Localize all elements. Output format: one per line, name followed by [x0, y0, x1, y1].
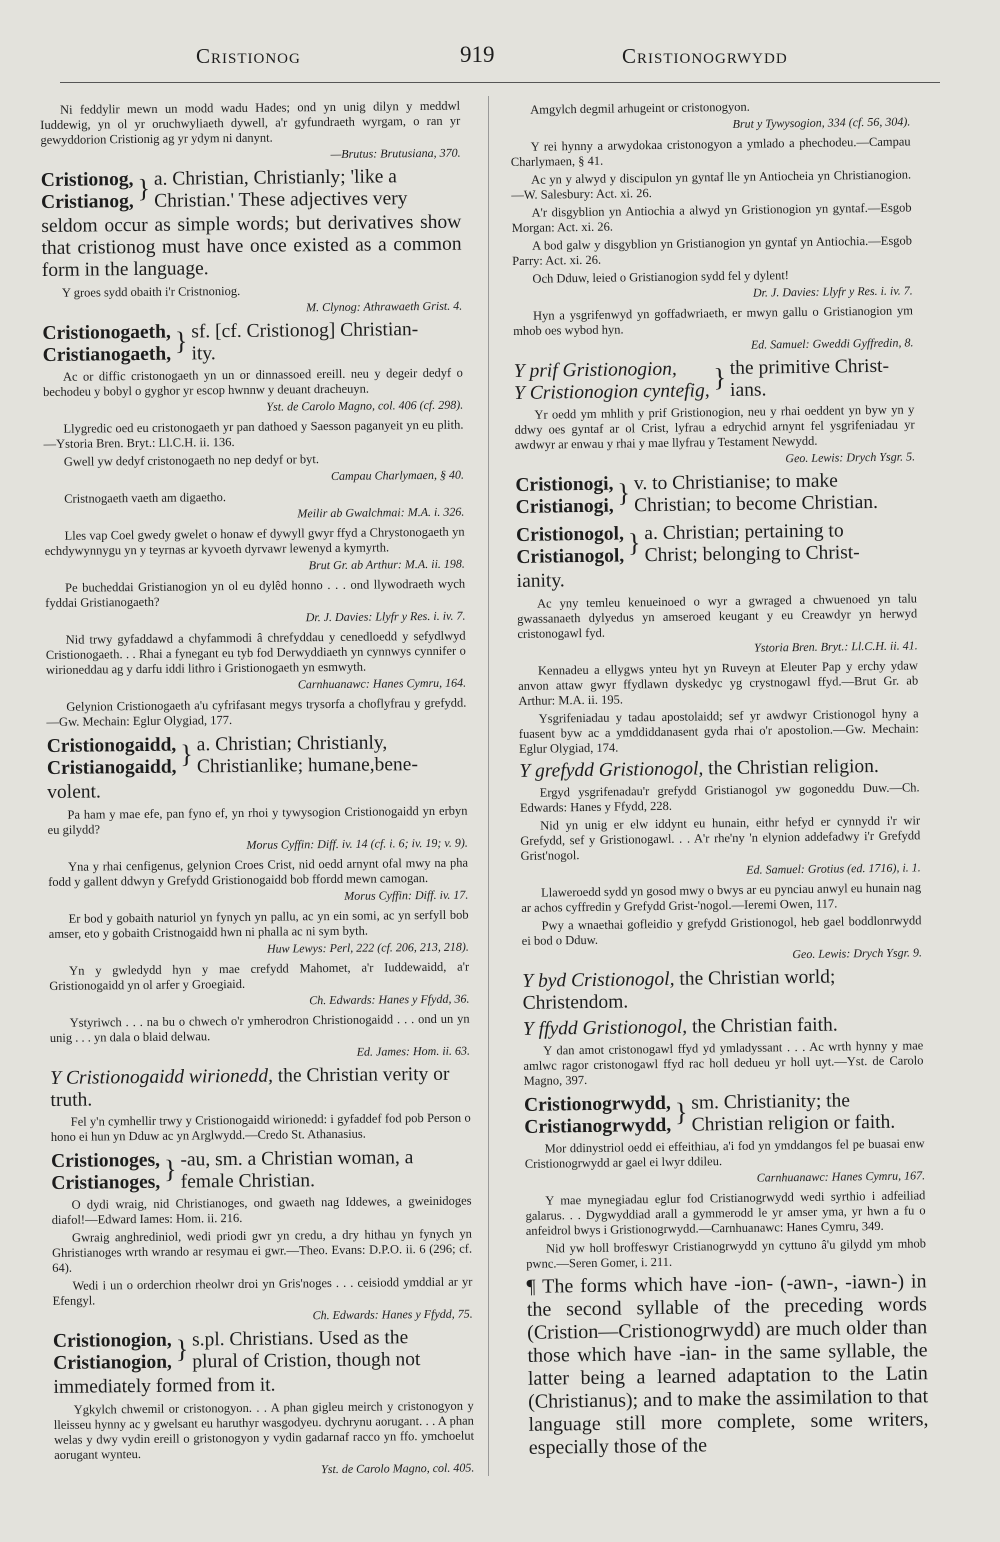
citation-quote: Yn y gwledydd hyn y mae crefydd Mahomet, a'r Iuddewaidd, a'r Gristionogaidd yn ol arfer y Groegiaid. [49, 959, 470, 993]
header-right-guide-word: Cristionogrwydd [622, 44, 788, 68]
citation-source: Ed. James: Hom. ii. 63. [356, 1043, 471, 1059]
citation-source: M. Clynog: Athrawaeth Grist. 4. [305, 298, 463, 315]
citation-quote: Gwell yw dedyf cristonogaeth no nep dedyf or byt. [63, 452, 320, 469]
citation-source: Campau Charlymaen, § 40. [330, 467, 465, 483]
headword-definition: sm. Christianity; the Christian religion or faith. [691, 1090, 896, 1136]
headword-brace: } [163, 1154, 177, 1184]
headword: Cristionogrwydd, Cristianogrwydd, [523, 1092, 672, 1138]
headword-entry [515, 469, 916, 519]
headword-brace: } [674, 1097, 688, 1127]
citation-quote: Nid yn unig er elw iddynt eu hunain, eithr hefyd er cynnydd i'r wir Grefydd, sef y Gristionogawl. . . A'r rhe'ny 'n elynion addefadwy i'r Grefydd Grist'nogol. [520, 813, 921, 863]
citation-quote: Ygkylch chwemil or cristonogyon. . . A phan gigleu meirch y cristonogyon y lleisseu hynny ac y gwelsant eu haruthyr wasgodyeu. dychrynu aorugant. . . A phan welas y dwy vydin ereill o gristonogyon y vydin gadarnaf racco yn ffo. ymchoelut aorugant wynteu. [53, 1398, 475, 1462]
citation-quote: Kennadeu a ellygws ynteu hyt yn Ruveyn at Eleuter Pap y erchy ydaw anvon attaw gwyr ffydlawn dyskedyc yg crystnogawl ffyd.—Brut Gr. ab Arthur: M.A. ii. 195. [518, 658, 919, 708]
citation-source: Brut y Tywysogion, 334 (cf. 56, 304). [732, 114, 911, 131]
citation-quote: Nid trwy gyfaddawd a chyfammodi â chrefyddau y cenedloedd y sefydlwyd Cristionogaeth. . . Rhai a fynegant eu tyb fod Derwyddiaeth yn cynnwys cynnifer o wirioneddau ag y darfu iddi lithro i Gristionogaeth yn esmwyth. [45, 628, 466, 677]
citation-source: Meilir ab Gwalchmai: M.A. i. 326. [297, 504, 465, 521]
column-divider [488, 96, 489, 1476]
citation-source: Carnhuanawc: Hanes Cymru, 164. [297, 675, 467, 692]
sub-entry [519, 755, 919, 783]
citation-quote: Gwraig anghrediniol, wedi priodi gwr yn credu, a dry hithau yn fynych yn Ghristianoges wrth wrando ar resymau ei gwr.—Theo. Evans: D.P.O. ii. 6 (296; cf. 64). [52, 1226, 473, 1275]
definition-text: volent. [47, 781, 101, 803]
citation-quote: Amgylch degmil arhugeint or cristonogyon. [530, 99, 750, 117]
citation-quote: Mor ddinystriol oedd ei effeithiau, a'i fod yn ymddangos fel pe buasai enw Cristionogrwydd ar gael ei lwyr ddileu. [524, 1136, 925, 1171]
citation-quote: Lles vap Coel gwedy gwelet o honaw ef dywyll gwyr ffyd a Chrystonogaeth yn echdywynnygu yn y teyrnas ar kyvoeth dyrvawr lewenyd a kymyrth. [44, 524, 465, 558]
headword-definition: a. Christian; Christianly, Christianlike; humane,bene- [196, 732, 418, 778]
sub-entry-term: Y byd Cristionogol, [522, 968, 675, 992]
citation-source: Brut Gr. ab Arthur: M.A. ii. 198. [308, 556, 465, 573]
headword-entry [516, 519, 917, 569]
citation-quote: Y groes sydd obaith i'r Cristnoniog. [61, 283, 241, 300]
sub-entry [522, 965, 923, 1015]
citation-quote: Yr oedd ym mhlith y prif Gristionogion, neu y rhai oeddent yn byw yn y ddwy oes gyntaf ar ol Crist, lyfrau a edrychid arnynt fel ysgrifeniadau yr awdwyr ar enwau y rhai y mae llyfrau y Testament Newydd. [514, 402, 915, 452]
citation-quote: Ystyriwch . . . na bu o chwech o'r ymherodron Christionogaidd . . . ond un yn unig . . . yn dala o blaid delwau. [49, 1011, 470, 1045]
sub-entry-gloss: the Christian verity or truth. [50, 1063, 450, 1111]
citation-source: Huw Lewys: Perl, 222 (cf. 206, 213, 218). [266, 939, 469, 956]
headword: Cristionog, Cristianog, [40, 169, 134, 213]
citation-quote: A'r disgyblion yn Antiochia a alwyd yn Gristionogion yn gyntaf.—Esgob Morgan: Act. xi. 26. [511, 200, 912, 235]
headword-brace: } [175, 1334, 189, 1364]
citation-quote: A bod galw y disgyblion yn Gristianogion yn gyntaf yn Antiochia.—Esgob Parry: Act. xi. 26. [512, 233, 913, 268]
headword: Cristionogaidd, Cristianogaidd, [46, 734, 177, 779]
headword-definition: s.pl. Christians. Used as the plural of Cristion, though not [192, 1327, 421, 1373]
left-column [40, 96, 474, 1485]
right-column [510, 94, 929, 1479]
citation-quote: Cristnogaeth vaeth am digaetho. [64, 490, 227, 506]
citation-source: Dr. J. Davies: Llyfr y Res. i. iv. 7. [752, 283, 913, 300]
headword-entry [42, 319, 462, 367]
citation-quote: Fel y'n cymhellir trwy y Cristionogaidd wirionedd: i gyfaddef fod pob Person o hono ei hun yn Dduw ac yn Arglwydd.—Credo St. Athanasius. [50, 1110, 471, 1144]
sub-entry-gloss: the Christian world; Christendom. [522, 966, 836, 1014]
headword-definition: sf. [cf. Cristionog] Christian- ity. [191, 319, 419, 365]
headword: Cristionoges, Cristianoges, [51, 1149, 161, 1194]
sub-entry-gloss: the Christian religion. [703, 755, 879, 780]
definition-text: seldom occur as simple words; but derivatives show that cristionog must have once existed as a common form in the language. [41, 211, 462, 281]
citation-source: Yst. de Carolo Magno, col. 405. [321, 1460, 475, 1477]
citation-quote: Y mae mynegiadau eglur fod Cristianogrwydd wedi syrthio i adfeiliad galarus. . . Dygwyddiad arall a gymmerodd le yr amser yma, yr hwn a fu o anfeidrol bwys i Gristionogrwydd.—Carnhuanawc: Hanes Cymru, 349. [525, 1188, 926, 1238]
headword: Cristionogol, Cristianogol, [515, 523, 625, 568]
sub-entry-term: Y grefydd Gristionogol, [519, 758, 704, 782]
citation-quote: Gelynion Cristionogaeth a'u cyfrifasant megys trysorfa a choflyfrau y grefydd.—Gw. Mechain: Eglur Olygiad, 177. [46, 695, 467, 729]
citation-quote: Yna y rhai cenfigenus, gelynion Croes Crist, nid oedd arnynt ofal mwy na pha fodd y gallent ddwyn y Grefydd Gristionogaidd bob ffordd mewn camogan. [48, 855, 469, 889]
citation-source: Ed. Samuel: Gweddi Gyffredin, 8. [750, 335, 914, 352]
headword-entry [53, 1327, 473, 1375]
headword-definition: a. Christian; pertaining to Christ; belonging to Christ- [644, 520, 860, 567]
headword-entry [514, 355, 915, 405]
citation-source: Ystoria Bren. Bryt.: Ll.C.H. ii. 41. [753, 638, 918, 655]
sub-entry-gloss: the Christian faith. [686, 1014, 838, 1038]
headword-entry [41, 166, 461, 214]
citation-source: Ed. Samuel: Grotius (ed. 1716), i. 1. [746, 860, 921, 877]
headword: Cristionogaeth, Cristianogaeth, [42, 321, 172, 366]
headword-definition: v. to Christianise; to make Christian; to become Christian. [633, 470, 879, 517]
citation-quote: Pe bucheddai Gristianogion yn ol eu dylêd honno . . . ond llywodraeth wych fyddai Gristianogaeth? [45, 576, 466, 610]
running-header [0, 40, 1000, 80]
sub-entry [50, 1064, 470, 1112]
citation-source: Geo. Lewis: Drych Ysgr. 5. [785, 449, 916, 466]
citation-source: —Brutus: Brutusiana, 370. [330, 145, 461, 161]
citation-quote: Och Dduw, leied o Gristianogion sydd fel y dylent! [532, 268, 790, 286]
headword-definition: the primitive Christ- ians. [729, 355, 890, 401]
citation-quote: Ergyd ysgrifenadau'r grefydd Gristianogol yw gogoneddu Duw.—Ch. Edwards: Hanes y Ffydd, 228. [519, 780, 920, 815]
citation-quote: Llaweroedd sydd yn gosod mwy o bwys ar eu pynciau anwyl eu hunain nag ar achos cyffredin y Grefydd Grist-'nogol.—Ieremi Owen, 117. [521, 880, 922, 915]
headword-brace: } [180, 739, 193, 769]
citation-quote: Llygredic oed eu cristonogaeth yr pan dathoed y Saesson paganyeit yn eu plith.—Ystoria Bren. Bryt.: Ll.C.H. ii. 136. [43, 417, 464, 451]
headword-brace: } [174, 326, 188, 356]
citation-quote: Ac or diffic cristonogaeth yn un or dinnassoed ereill. neu y degeir dedyf o bechodeu y bobyl o gyghor yr escop hwnnw y deuant dracheuyn. [42, 365, 463, 399]
headword: Cristionogion, Cristianogion, [52, 1329, 172, 1374]
citation-source: Dr. J. Davies: Llyfr y Res. i. iv. 7. [305, 608, 466, 625]
citation-source: Geo. Lewis: Drych Ysgr. 9. [792, 945, 923, 962]
headword-brace: } [627, 528, 641, 558]
headword-brace: } [713, 363, 727, 393]
citation-quote: O dydi wraig, nid Christianoges, ond gwaeth nag Iddewes, a gweinidoges diafol!—Edward Iames: Hom. ii. 216. [51, 1193, 472, 1227]
citation-source: Ch. Edwards: Hanes y Ffydd, 36. [309, 991, 470, 1008]
citation-source: Morus Cyffin: Diff. iv. 17. [344, 887, 469, 903]
citation-quote: Y rei hynny a arwydokaa cristonogyon a ymlado a phechodeu.—Campau Charlymaen, § 41. [510, 134, 911, 169]
sub-entry-term: Y ffydd Gristionogol, [522, 1016, 688, 1040]
headword-entry [47, 732, 467, 780]
citation-quote: Pwy a wnaethai gofleidio y grefydd Gristionogol, heb gael boddlonrwydd ei bod o Dduw. [521, 913, 922, 948]
headword-entry [524, 1089, 925, 1139]
citation-quote: Ni feddylir mewn un modd wadu Hades; ond yn unig dilyn y meddwl Iuddewig, yn ol yr oruchwyliaeth dywell, a'r gyfundraeth wyrgam, o ran yr gewyddorion Cristionig ag yr ydym ni danynt. [40, 98, 461, 147]
citation-quote: Ac yny temleu kenueinoed o wyr a gwraged a chwuenoed yn talu gwassanaeth dylyedus yn amseroed keugant y eu Creawdyr yn herwyd cristonogawl fyd. [517, 591, 918, 641]
citation-quote: Ysgrifeniadau y tadau apostolaidd; sef yr awdwyr Cristionogol hyny a fuasent byw ac a ymddiddanasent gyda rhai o'r apostolion.—Gw. Mechain: Eglur Olygiad, 174. [518, 706, 919, 756]
definition-text: ianity. [516, 570, 565, 592]
header-rule [60, 82, 940, 83]
headword-brace: } [617, 478, 631, 508]
definition-text: immediately formed from it. [53, 1374, 276, 1398]
citation-source: Yst. de Carolo Magno, col. 406 (cf. 298). [266, 397, 464, 414]
headword: Cristionogi, Cristianogi, [515, 473, 614, 518]
citation-source: Ch. Edwards: Hanes y Ffydd, 75. [312, 1306, 473, 1323]
citation-quote: Er bod y gobaith naturiol yn fynych yn pallu, ac yn ein somi, ac yn serfyll bob amser, eto y gobaith Cristnogaidd hwn ni phalla ac ni sym byth. [48, 907, 469, 941]
citation-quote: Ac yn y alwyd y discipulon yn gyntaf lle yn Antiocheia yn Christianogion.—W. Salesbury: Act. xi. 26. [511, 167, 912, 202]
citation-quote: Nid yw holl broffeswyr Cristianogrwydd yn cyttuno â'u gilydd ym mhob pwnc.—Seren Gomer, i. 211. [526, 1236, 927, 1271]
headword-entry [51, 1147, 471, 1195]
header-left-guide-word: Cristionog [196, 44, 301, 68]
sub-entry [523, 1013, 923, 1041]
headword: Y prif Gristionogion, Y Cristionogion cyntefig, [513, 358, 710, 404]
headword-definition: -au, sm. a Christian woman, a female Christian. [180, 1147, 414, 1193]
citation-quote: Y dan amot cristonogawl ffyd yd ymladyssant . . . Ac wrth hynny y mae amlwc ragor cristonogawl ffyd rac holl dedueu yr holl uyt.—Yst. de Carolo Magno, 397. [523, 1038, 924, 1088]
citation-source: Carnhuanawc: Hanes Cymru, 167. [756, 1168, 926, 1185]
citation-quote: Hyn a ysgrifenwyd yn goffadwriaeth, er mwyn gallu o Gristianogion ym mhob oes wybod hyn. [513, 303, 914, 338]
citation-source: Morus Cyffin: Diff. iv. 14 (cf. i. 6; iv. 19; v. 9). [246, 835, 468, 852]
page-number: 919 [460, 42, 495, 67]
headword-definition: a. Christian, Christianly; 'like a Christian.' These adjectives very [153, 166, 408, 212]
citation-quote: Pa ham y mae efe, pan fyno ef, yn rhoi y tywysogion Cristionogaidd yn erbyn eu gilydd? [47, 803, 468, 837]
sub-entry-term: Y Cristionogaidd wirionedd, [50, 1065, 274, 1089]
etymology-note: ¶ The forms which have -ion- (-awn-, -iawn-) in the second syllable of the preceding words (Cristion—Cristionogrwydd) are much older than those which have -ian- in the same syllable, the latter being a learned adaptation to the Latin (Christianus); and to make the assimilation to that language still more complete, some writers, especially those of the [526, 1270, 929, 1459]
headword-brace: } [137, 173, 151, 203]
citation-quote: Wedi i un o orderchion rheolwr droi yn Gris'noges . . . ceisiodd ymddial ar yr Efengyl. [52, 1274, 473, 1308]
